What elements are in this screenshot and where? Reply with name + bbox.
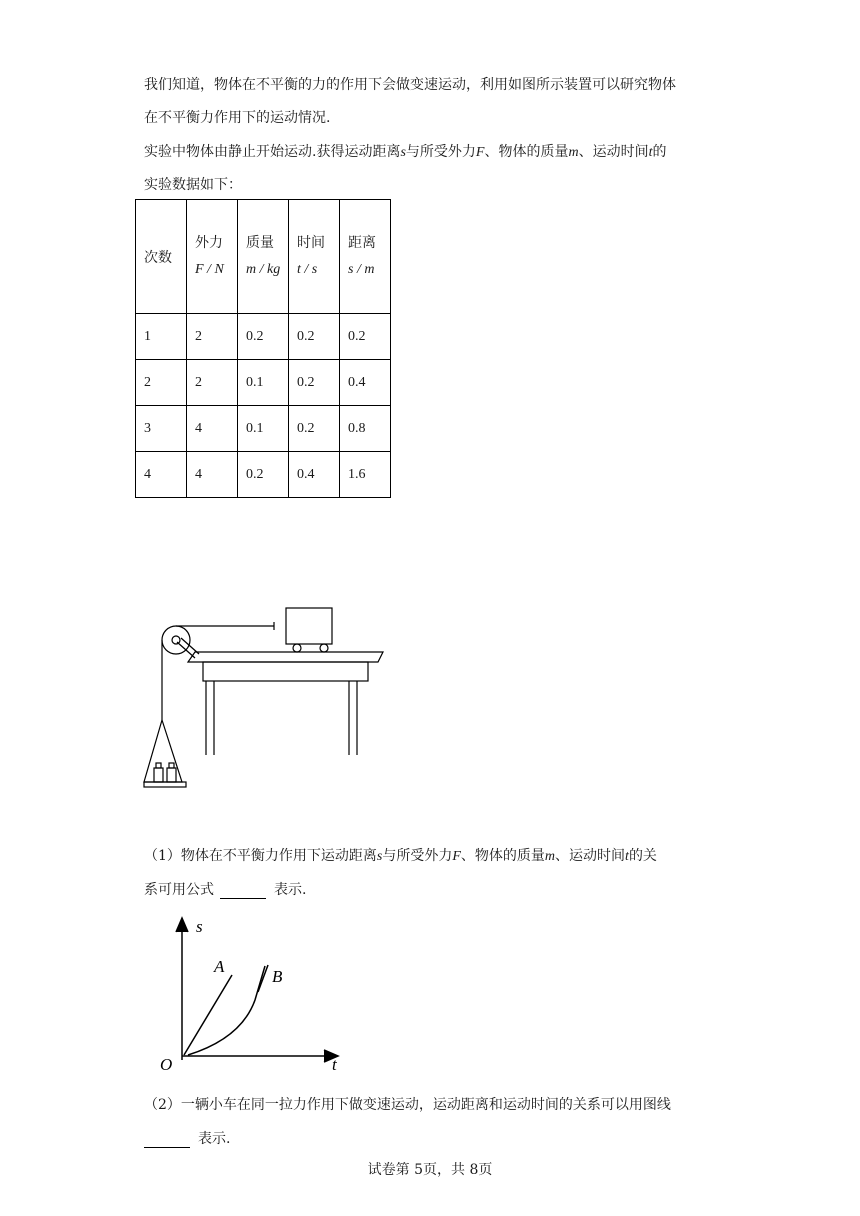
table-cell: 0.2 (289, 360, 340, 406)
table-cell: 2 (187, 360, 238, 406)
question-2-line-2 (144, 1128, 230, 1148)
intro-text: 与所受外力 (405, 144, 476, 160)
intro-line-3 (144, 141, 666, 161)
table-cell: 0.2 (238, 314, 289, 360)
table-cell: 0.4 (289, 452, 340, 498)
var-t: t (625, 849, 629, 864)
pulley-inner (172, 636, 180, 644)
header-cell: 距离 s / m (340, 200, 391, 314)
header-cell: 质量 m / kg (238, 200, 289, 314)
table-top (203, 662, 368, 681)
table-cell: 0.2 (289, 314, 340, 360)
var-m: m (568, 145, 579, 160)
cart-wheel (320, 644, 328, 652)
table-cell: 1.6 (340, 452, 391, 498)
table-cell: 1 (136, 314, 187, 360)
apparatus-figure (140, 600, 390, 800)
cart-wheel (293, 644, 301, 652)
line-B-tick (258, 965, 268, 992)
intro-text: 、运动时间 (578, 144, 649, 160)
table-row (136, 452, 391, 498)
var-m: m (544, 849, 556, 864)
q1-text: 、物体的质量 (460, 848, 545, 864)
y-axis-arrow (176, 918, 188, 932)
q1-text: 的关 (628, 848, 657, 864)
line-B-label: B (272, 967, 283, 986)
intro-text: 、物体的质量 (484, 144, 569, 160)
question-1-line-1 (144, 845, 657, 865)
table-cell: 0.1 (238, 360, 289, 406)
table-cell: 0.8 (340, 406, 391, 452)
q1-text: 系可用公式 (144, 882, 214, 898)
table-cell: 3 (136, 406, 187, 452)
table-row (136, 314, 391, 360)
q2-text: 表示. (198, 1131, 231, 1147)
header-cell: 外力 F / N (187, 200, 238, 314)
table-row (136, 406, 391, 452)
table-cell: 2 (136, 360, 187, 406)
answer-blank-1[interactable] (220, 884, 266, 899)
header-cell: 时间 t / s (289, 200, 340, 314)
intro-line-4: 实验数据如下： (144, 177, 242, 193)
intro-line-1: 我们知道，物体在不平衡的力的作用下会做变速运动，利用如图所示装置可以研究物体 (144, 77, 676, 93)
table-cell: 0.4 (340, 360, 391, 406)
weight-block (154, 768, 163, 782)
q1-text: 表示. (274, 882, 307, 898)
header-cell: 次数 (136, 200, 187, 314)
table-cell: 4 (136, 452, 187, 498)
line-A (184, 975, 232, 1055)
table-cell: 2 (187, 314, 238, 360)
line-A-label: A (214, 957, 225, 976)
origin-label: O (160, 1055, 173, 1074)
var-s: s (400, 145, 406, 160)
cart-hook (270, 622, 274, 630)
table-cell: 0.2 (238, 452, 289, 498)
weight-block-top (156, 763, 161, 768)
var-F: F (452, 849, 461, 864)
table-board (188, 652, 383, 662)
answer-blank-2[interactable] (144, 1133, 190, 1148)
pan-base (144, 782, 186, 787)
var-s: s (376, 849, 383, 864)
question-1-line-2 (144, 879, 306, 899)
table-cell: 0.2 (340, 314, 391, 360)
question-2-line-1: （2）一辆小车在同一拉力作用下做变速运动，运动距离和运动时间的关系可以用图线 (144, 1097, 671, 1113)
intro-line-2: 在不平衡力作用下的运动情况. (144, 110, 331, 126)
weight-block (167, 768, 176, 782)
s-t-graph (140, 910, 350, 1075)
q1-text: （1）物体在不平衡力作用下运动距离 (144, 848, 377, 864)
table-row (136, 360, 391, 406)
table-cell: 0.1 (238, 406, 289, 452)
var-F: F (475, 145, 485, 160)
table-header-row (136, 200, 391, 314)
data-table (135, 199, 391, 498)
axis-x-label: t (332, 1055, 337, 1074)
table-cell: 4 (187, 452, 238, 498)
table-cell: 0.2 (289, 406, 340, 452)
intro-text: 实验中物体由静止开始运动.获得运动距离 (144, 144, 401, 160)
intro-text: 的 (652, 144, 667, 160)
weight-block-top (169, 763, 174, 768)
var-t: t (648, 145, 653, 160)
table-cell: 4 (187, 406, 238, 452)
pulley-outer (162, 626, 190, 654)
axis-y-label: s (196, 917, 203, 936)
line-B (188, 966, 265, 1055)
q1-text: 、运动时间 (555, 848, 626, 864)
page-footer: 试卷第 5页，共 8页 (367, 1162, 493, 1178)
cart-body (286, 608, 332, 644)
q1-text: 与所受外力 (382, 848, 453, 864)
